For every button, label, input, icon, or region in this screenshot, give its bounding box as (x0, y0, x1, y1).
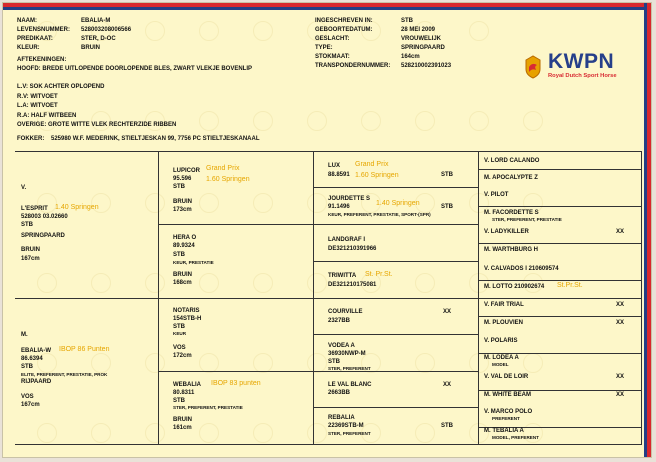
gen2-4-note: IBOP 83 punten (211, 380, 261, 387)
gen2-3-registry: STB (173, 324, 185, 330)
geslacht-label: GESLACHT: (315, 36, 350, 42)
gen4-divider-5 (478, 316, 641, 317)
gen2-2-color: BRUIN (173, 272, 192, 278)
dam-height: 167cm (21, 402, 40, 408)
grid-col-4 (641, 151, 642, 445)
type-value: SPRINGPAARD (401, 45, 445, 51)
gen2-divider-1 (158, 224, 478, 225)
gen4-divider-1 (478, 169, 641, 170)
gen3-1-note-2: 1.60 Springen (355, 172, 399, 179)
gen2-3-number: 154STB-H (173, 316, 202, 322)
gen3-divider-2 (313, 261, 478, 262)
gen2-1-color: BRUIN (173, 199, 192, 205)
gen2-3-name: NOTARIS (173, 308, 200, 314)
right-blue-border (644, 3, 647, 457)
gen3-8-name: REBALIA (328, 415, 355, 421)
gen3-4-number: DE321210175081 (328, 282, 377, 288)
kleur-label: KLEUR: (17, 45, 40, 51)
gen3-1-registry: STB (441, 172, 453, 178)
type-label: TYPE: (315, 45, 333, 51)
gen4-1: V. LORD CALANDO (484, 158, 540, 164)
gen3-3-number: DE321210391966 (328, 246, 377, 252)
sire-height: 167cm (21, 256, 40, 262)
gen3-5-registry: XX (443, 309, 452, 315)
dam-predicates: ELITE, PREFERENT, PRESTATIE, PROK (21, 372, 108, 377)
gen3-8-number: 22369STB-M (328, 423, 364, 429)
sire-dam-divider (15, 298, 642, 299)
gen3-8-registry: STB (441, 423, 453, 429)
aftekening-ra: R.A: HALF WITBEEN (17, 113, 77, 119)
gen4-8: M. LOTTO 210902674 (484, 284, 545, 290)
levensnummer-label: LEVENSNUMMER: (17, 27, 71, 33)
gen2-1-registry: STB (173, 184, 185, 190)
gen3-4-name: TRIWITTA (328, 273, 357, 279)
gen3-4-note: St. Pr.St. (365, 271, 393, 278)
gen3-7-number: 2663BB (328, 390, 351, 396)
gen2-2-predicates: KEUR, PRESTATIE (173, 260, 214, 265)
gen4-15: V. MARCO POLO (484, 409, 533, 415)
logo-wordmark: KWPN (548, 50, 615, 73)
dam-type: RIJPAARD (21, 379, 52, 385)
sire-prefix: V. (21, 185, 27, 191)
dam-name: EBALIA-W (21, 348, 51, 354)
gen2-1-height: 173cm (173, 207, 192, 213)
sire-type: SPRINGPAARD (21, 233, 65, 239)
gen3-5-number: 2327BB (328, 318, 351, 324)
dam-number: 86.6394 (21, 356, 43, 362)
sire-registry: STB (21, 222, 33, 228)
gen4-5: V. LADYKILLER (484, 229, 529, 235)
gen4-14: M. WHITE BEAM (484, 392, 531, 398)
gen2-2-registry: STB (173, 252, 185, 258)
gen4-7: V. CALVADOS I 210609574 (484, 266, 559, 272)
gen3-6-predicates: STER, PREFERENT (328, 366, 371, 371)
dam-color: VOS (21, 394, 34, 400)
gen2-1-note-2: 1.60 Springen (206, 176, 250, 183)
gen2-3-height: 172cm (173, 353, 192, 359)
gen2-4-color: BRUIN (173, 417, 192, 423)
gen4-12-predicates: MODEL (492, 362, 509, 367)
gen4-divider-3 (478, 243, 641, 244)
predikaat-label: PREDIKAAT: (17, 36, 53, 42)
gen4-14-suffix: XX (616, 392, 625, 398)
grid-col-3 (478, 151, 479, 445)
aftekening-la: L.A: WITVOET (17, 103, 58, 109)
gen2-2-number: 89.9324 (173, 243, 195, 249)
logo-subtitle: Royal Dutch Sport Horse (548, 73, 617, 79)
gen4-9: V. FAIR TRIAL (484, 302, 524, 308)
sire-number: 528003 03.02660 (21, 214, 68, 220)
dam-note: IBOP 86 Punten (59, 346, 110, 353)
gen2-1-number: 95.596 (173, 176, 192, 182)
naam-label: NAAM: (17, 18, 37, 24)
gen4-2: M. APOCALYPTE Z (484, 175, 538, 181)
gen4-3: V. PILOT (484, 192, 509, 198)
fokker-value: 525980 W.F. MEDERINK, STIELTJESKAN 99, 7756 PC STIELTJESKANAAL (51, 136, 260, 142)
aftekeningen-label: AFTEKENINGEN: (17, 57, 67, 63)
gen2-4-name: WEBALIA (173, 382, 201, 388)
gen2-1-name: LUPICOR (173, 168, 200, 174)
kleur-value: BRUIN (81, 45, 100, 51)
gen2-4-predicates: STER, PREFERENT, PRESTATIE (173, 405, 243, 410)
gen2-4-number: 80.8311 (173, 390, 195, 396)
lion-crest-icon (523, 55, 543, 79)
gen3-7-registry: XX (443, 382, 452, 388)
gen4-5-suffix: XX (616, 229, 625, 235)
gen3-6-number: 36930NWP-M (328, 351, 366, 357)
gen2-2-name: HERA O (173, 235, 197, 241)
gen3-2-predicates: KEUR, PREFERENT, PRESTATIE, SPORT-(SPR) (328, 212, 431, 217)
gen4-8-suffix: St.Pr.St. (557, 282, 583, 289)
gen4-divider-2 (478, 206, 641, 207)
gen2-4-registry: STB (173, 398, 185, 404)
grid-col-1 (158, 151, 159, 445)
gen2-4-height: 161cm (173, 425, 192, 431)
dam-prefix: M. (21, 332, 28, 338)
kwpn-logo (523, 51, 643, 91)
sire-note: 1.40 Springen (55, 204, 99, 211)
gen3-2-registry: STB (441, 204, 453, 210)
top-blue-border (3, 7, 651, 10)
gen4-13-suffix: XX (616, 374, 625, 380)
ingeschreven-label: INGESCHREVEN IN: (315, 18, 373, 24)
gen4-divider-4 (478, 280, 641, 281)
gen4-16-predicates: MODEL, PREFERENT (492, 435, 539, 440)
dam-registry: STB (21, 364, 33, 370)
sire-color: BRUIN (21, 247, 40, 253)
gen3-1-number: 88.8591 (328, 172, 350, 178)
gen3-3-name: LANDGRAF I (328, 237, 365, 243)
gen3-divider-1 (313, 187, 478, 188)
gen3-6-registry: STB (328, 359, 340, 365)
gen2-2-height: 168cm (173, 280, 192, 286)
gen3-5-name: COURVILLE (328, 309, 363, 315)
gen2-divider-2 (158, 371, 478, 372)
aftekening-overige: OVERIGE: GROTE WITTE VLEK RECHTERZIDE RIBBEN (17, 122, 177, 128)
gen4-13: V. VAL DE LOIR (484, 374, 529, 380)
aftekening-rv: R.V: WITVOET (17, 94, 58, 100)
geboortedatum-label: GEBOORTEDATUM: (315, 27, 373, 33)
gen3-2-number: 91.1496 (328, 204, 350, 210)
right-red-border (647, 3, 651, 457)
gen4-4: M. FACORDETTE S (484, 210, 539, 216)
gen3-1-note-1: Grand Prix (355, 161, 389, 168)
gen3-6-name: VODEA A (328, 343, 355, 349)
sire-name: L'ESPRIT (21, 206, 48, 212)
gen4-divider-6 (478, 353, 641, 354)
gen4-16: M. TEBALIA A (484, 428, 524, 434)
gen4-12: M. LODEA A (484, 355, 519, 361)
gen3-divider-3 (313, 334, 478, 335)
gen3-1-name: LUX (328, 163, 340, 169)
stokmaat-value: 164cm (401, 54, 420, 60)
transpondernummer-value: 528210002391023 (401, 63, 452, 69)
stokmaat-label: STOKMAAT: (315, 54, 350, 60)
gen3-7-name: LE VAL BLANC (328, 382, 372, 388)
gen2-3-predicates: KEUR (173, 331, 187, 336)
predikaat-value: STER, D-OC (81, 36, 116, 42)
levensnummer-value: 528003208006566 (81, 27, 132, 33)
gen3-2-name: JOURDETTE S (328, 196, 371, 202)
gen4-10-suffix: XX (616, 320, 625, 326)
gen4-divider-7 (478, 390, 641, 391)
pedigree-document (2, 2, 652, 458)
ingeschreven-value: STB (401, 18, 413, 24)
gen4-15-predicates: PREFERENT (492, 416, 520, 421)
geboortedatum-value: 28 MEI 2009 (401, 27, 436, 33)
gen4-4-predicates: STER, PREFERENT, PRESTATIE (492, 217, 562, 222)
gen2-3-color: VOS (173, 345, 186, 351)
aftekening-lv: L.V: SOK ACHTER OPLOPEND (17, 84, 105, 90)
gen3-8-predicates: STER, PREFERENT (328, 431, 371, 436)
gen3-2-note: 1.40 Springen (376, 200, 420, 207)
gen4-6: M. WARTHBURG H (484, 247, 538, 253)
gen4-10: M. PLOUVIEN (484, 320, 524, 326)
naam-value: EBALIA-M (81, 18, 111, 24)
transpondernummer-label: TRANSPONDERNUMMER: (315, 63, 391, 69)
gen2-1-note-1: Grand Prix (206, 165, 240, 172)
aftekening-hoofd: HOOFD: BREDE UITLOPENDE DOORLOPENDE BLES, ZWART VLEKJE BOVENLIP (17, 66, 253, 72)
fokker-label: FOKKER: (17, 136, 45, 142)
gen4-9-suffix: XX (616, 302, 625, 308)
gen3-divider-4 (313, 407, 478, 408)
geslacht-value: VROUWELIJK (401, 36, 442, 42)
gen4-11: V. POLARIS (484, 338, 518, 344)
grid-col-2 (313, 151, 314, 445)
